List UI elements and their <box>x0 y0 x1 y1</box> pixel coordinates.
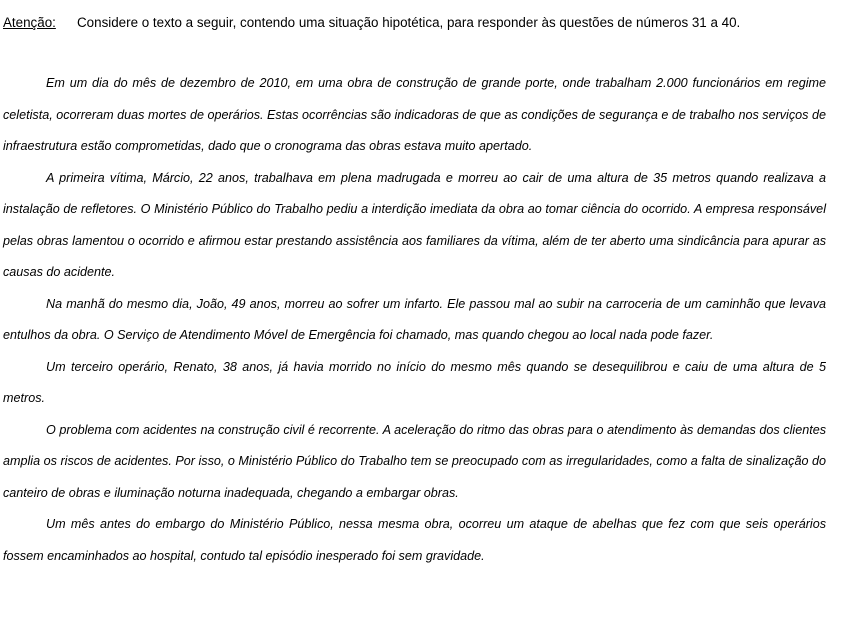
scenario-text <box>3 68 826 572</box>
paragraph-6: Um mês antes do embargo do Ministério Público, nessa mesma obra, ocorreu um ataque de abelhas que fez com que seis operários fossem encaminhados ao hospital, contudo tal episódio inesperado foi sem gravidade. <box>3 517 826 563</box>
paragraph-1: Em um dia do mês de dezembro de 2010, em uma obra de construção de grande porte, onde trabalham 2.000 funcionários em regime celetista, ocorreram duas mortes de operários. Estas ocorrências são indicadoras de que as condições de segurança e de trabalho nos serviços de infraestrutura estão comprometidas, dado que o cronograma das obras estava muito apertado. <box>3 76 826 153</box>
attention-header <box>3 13 740 33</box>
paragraph-2: A primeira vítima, Márcio, 22 anos, trabalhava em plena madrugada e morreu ao cair de uma altura de 35 metros quando realizava a instalação de refletores. O Ministério Público do Trabalho pediu a interdição imediata da obra ao tomar ciência do ocorrido. A empresa responsável pelas obras lamentou o ocorrido e afirmou estar prestando assistência aos familiares da vítima, além de ter aberto uma sindicância para apurar as causas do acidente. <box>3 170 826 279</box>
paragraph-3: Na manhã do mesmo dia, João, 49 anos, morreu ao sofrer um infarto. Ele passou mal ao subir na carroceria de um caminhão que levava entulhos da obra. O Serviço de Atendimento Móvel de Emergência foi chamado, mas quando chegou ao local nada pode fazer. <box>3 296 826 342</box>
attention-label: Atenção: <box>3 15 56 30</box>
paragraph-4: Um terceiro operário, Renato, 38 anos, já havia morrido no início do mesmo mês quando se desequilibrou e caiu de uma altura de 5 metros. <box>3 359 826 405</box>
paragraph-5: O problema com acidentes na construção civil é recorrente. A aceleração do ritmo das obras para o atendimento às demandas dos clientes amplia os riscos de acidentes. Por isso, o Ministério Público do Trabalho tem se preocupado com as irregularidades, como a falta de sinalização do canteiro de obras e iluminação noturna inadequada, chegando a embargar obras. <box>3 422 826 500</box>
attention-instruction: Considere o texto a seguir, contendo uma situação hipotética, para responder às questões de números 31 a 40. <box>77 15 741 30</box>
